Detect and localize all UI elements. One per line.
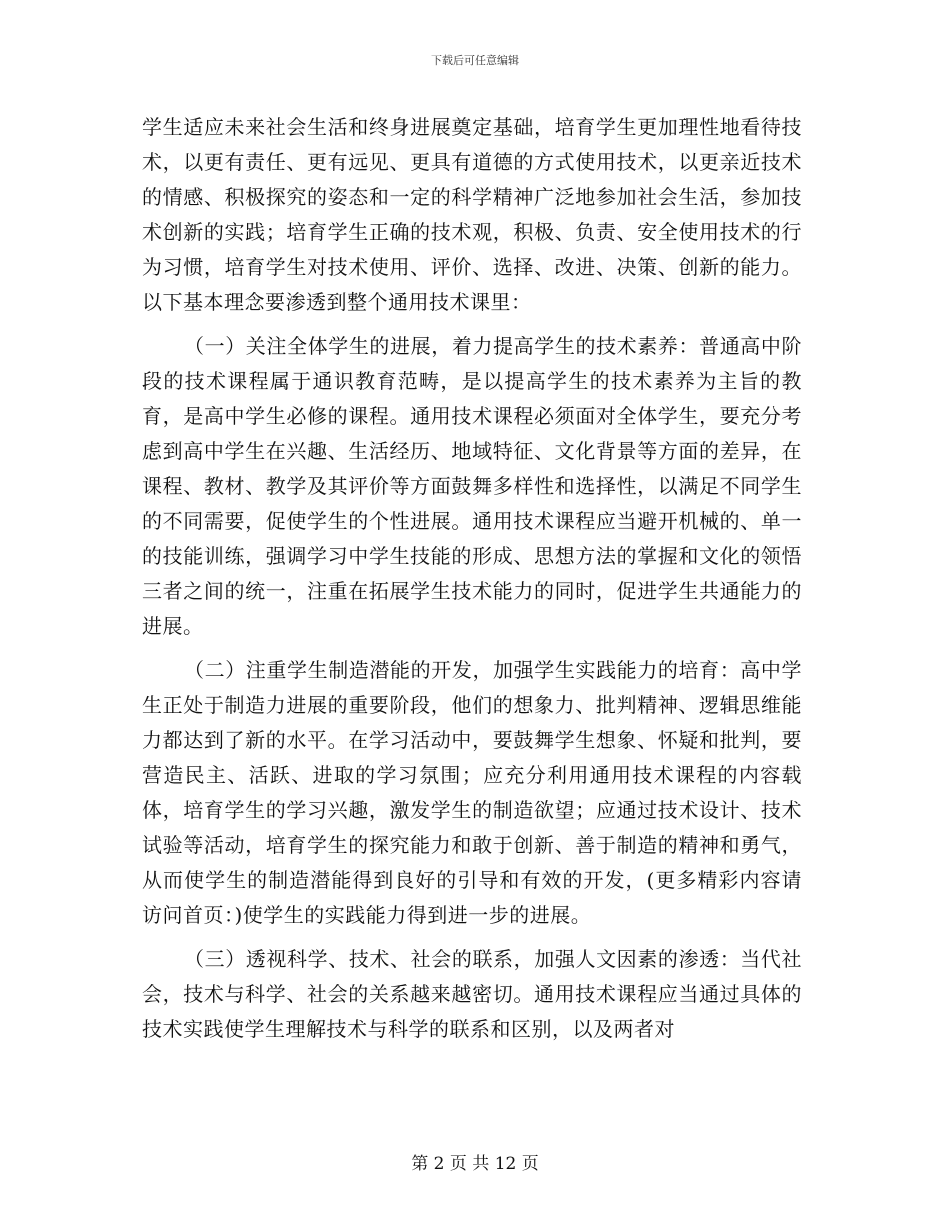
paragraph-section-3: （三）透视科学、技术、社会的联系，加强人文因素的渗透：当代社会，技术与科学、社会的关系越来越密切。通用技术课程应当通过具体的技术实践使学生理解技术与科学的联系和区别，以及两者对 [142, 947, 802, 1041]
paragraph-section-1: （一）关注全体学生的进展，着力提高学生的技术素养：普通高中阶段的技术课程属于通识教育范畴，是以提高学生的技术素养为主旨的教育，是高中学生必修的课程。通用技术课程必须面对全体学生，要充分考虑到高中学生在兴趣、生活经历、地域特征、文化背景等方面的差异，在课程、教材、教学及其评价等方面鼓舞多样性和选择性，以满足不同学生的不同需要，促使学生的个性进展。通用技术课程应当避开机械的、单一的技能训练，强调学习中学生技能的形成、思想方法的掌握和文化的领悟三者之间的统一，注重在拓展学生技术能力的同时，促进学生共通能力的进展。 [142, 334, 802, 638]
page-header: 下载后可任意编辑 [431, 54, 519, 67]
body-text [142, 110, 802, 1047]
page-footer: 第 2 页 共 12 页 [411, 1154, 539, 1174]
paragraph-section-2: （二）注重学生制造潜能的开发，加强学生实践能力的培育：高中学生正处于制造力进展的重要阶段，他们的想象力、批判精神、逻辑思维能力都达到了新的水平。在学习活动中，要鼓舞学生想象、怀疑和批判，要营造民主、活跃、进取的学习氛围；应充分利用通用技术课程的内容载体，培育学生的学习兴趣，激发学生的制造欲望；应通过技术设计、技术试验等活动，培育学生的探究能力和敢于创新、善于制造的精神和勇气，从而使学生的制造潜能得到良好的引导和有效的开发，(更多精彩内容请访问首页：)使学生的实践能力得到进一步的进展。 [142, 658, 802, 927]
paragraph-intro: 学生适应未来社会生活和终身进展奠定基础，培育学生更加理性地看待技术，以更有责任、更有远见、更具有道德的方式使用技术，以更亲近技术的情感、积极探究的姿态和一定的科学精神广泛地参加社会生活，参加技术创新的实践；培育学生正确的技术观，积极、负责、安全使用技术的行为习惯，培育学生对技术使用、评价、选择、改进、决策、创新的能力。以下基本理念要渗透到整个通用技术课里： [142, 115, 802, 314]
